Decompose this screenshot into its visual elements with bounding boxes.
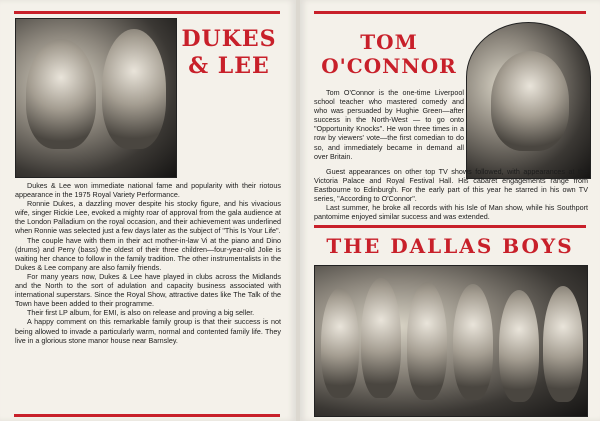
- dallas-boys-photo: [314, 265, 588, 417]
- article-paragraph: A happy comment on this remarkable family group is that their success is not being allowed to invade a particularly warm, normal and contented family life. They live in a glorious stone manor house near Barnsley.: [15, 317, 281, 345]
- photo-figure: [499, 290, 539, 402]
- photo-figure: [407, 282, 447, 400]
- tom-oconnor-article-bottom: [314, 167, 588, 222]
- article-paragraph: Their first LP album, for EMI, is also on release and proving a big seller.: [27, 308, 255, 318]
- dallas-boys-heading: THE DALLAS BOYS: [326, 234, 574, 258]
- tom-oconnor-photo: [466, 22, 591, 179]
- dukes-lee-heading: [178, 26, 280, 80]
- top-rule: [14, 11, 280, 14]
- photo-figure: [321, 288, 359, 398]
- article-paragraph: Tom O'Connor is the one-time Liverpool school teacher who mastered comedy and who was persuaded by Hughie Green—after success in the North-West — to go onto "Opportunity Knocks". He won three times in a row by viewers' vote—the first comedian to do so, and immediately became in demand all over Britain.: [314, 88, 464, 161]
- photo-figure-man: [26, 39, 96, 149]
- heading-line-2: & LEE: [188, 53, 270, 79]
- dukes-lee-article: [15, 181, 281, 345]
- tom-oconnor-article-top: [314, 88, 464, 161]
- photo-figure: [543, 286, 583, 402]
- heading-line-1: TOM: [360, 30, 418, 54]
- dukes-lee-photo: [15, 18, 177, 178]
- right-page: [300, 0, 600, 421]
- article-paragraph: The couple have with them in their act mother-in-law Vi at the piano and Dino (drums) and Perry (bass) the oldest of their three children—four-year-old Jolie is waiting her chance to follow in the family tradition. The other instrumentalists in the Dukes & Lee company are also family friends.: [15, 235, 281, 272]
- article-paragraph: For many years now, Dukes & Lee have played in clubs across the Midlands and the North to the sort of adulation and capacity business associated with international superstars. Since the Royal Show, attractive dates like The Talk of the Town have been added to their programme.: [15, 271, 281, 309]
- bottom-rule: [14, 414, 280, 417]
- section-divider-rule: [314, 225, 586, 228]
- heading-line-1: DUKES: [181, 26, 277, 52]
- article-paragraph: Last summer, he broke all records with his Isle of Man show, while his Southport pantomime enjoyed similar success and was extended.: [314, 203, 588, 222]
- article-paragraph: Guest appearances on other top TV shows followed, with appearances at the Victoria Palace and Royal Festival Hall. His cabaret engagements range from Eastbourne to Edinburgh. For the early part of this year he starred in his own TV series, "According to O'Connor".: [314, 167, 588, 204]
- photo-figure-woman: [102, 29, 166, 149]
- article-paragraph: Ronnie Dukes, a dazzling mover despite his stocky figure, and his vivacious wife, singer Rickie Lee, evoked a mighty roar of approval from the gala audience at the London Palladium on the royal occasion, and their achievement was underlined when Ronnie was selected just a few days later as the subject of "This Is Your Life".: [15, 199, 281, 236]
- left-page: [0, 0, 296, 421]
- photo-figure-portrait: [491, 51, 569, 151]
- tom-oconnor-heading: [314, 30, 464, 78]
- heading-line-2: O'CONNOR: [321, 54, 457, 78]
- article-paragraph: Dukes & Lee won immediate national fame and popularity with their riotous appearance in the 1975 Royal Variety Performance.: [15, 181, 281, 200]
- top-rule: [314, 11, 586, 14]
- photo-figure: [361, 278, 401, 398]
- photo-figure: [453, 284, 493, 400]
